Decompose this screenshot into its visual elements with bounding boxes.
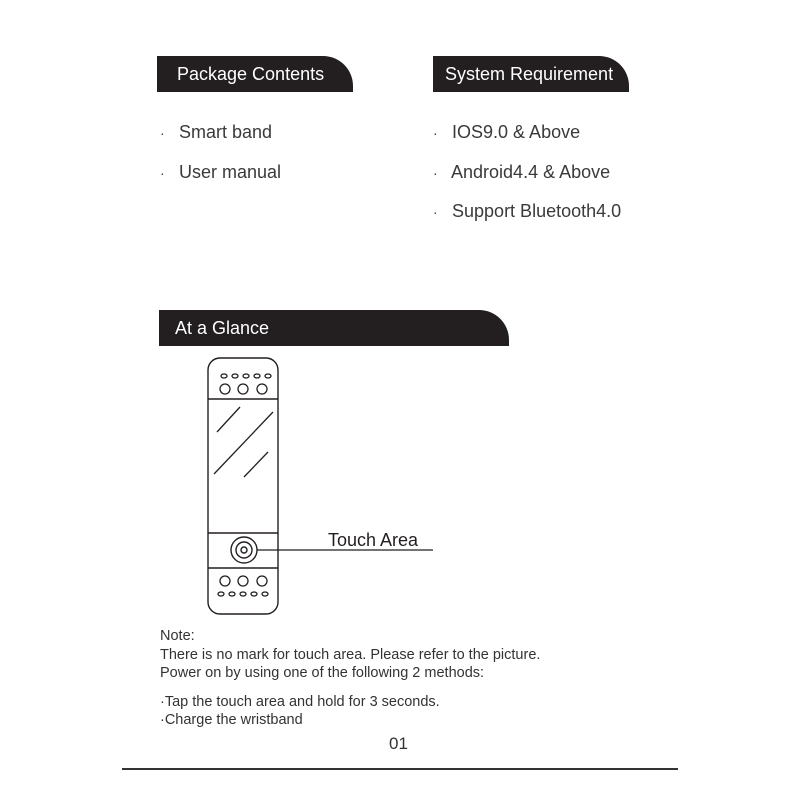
- list-item: [433, 121, 621, 161]
- list-item: [160, 121, 281, 161]
- list-item-text: User manual: [179, 162, 282, 182]
- list-item-text: Support Bluetooth4.0: [452, 201, 622, 221]
- power-method-item: ·Tap the touch area and hold for 3 seconds.: [160, 694, 440, 710]
- list-item: [433, 161, 621, 201]
- bullet: ·: [160, 125, 165, 141]
- footer-divider: [122, 768, 678, 770]
- at-a-glance-heading: At a Glance: [159, 310, 509, 346]
- note-line: Power on by using one of the following 2 methods:: [160, 665, 485, 681]
- touch-area-label: Touch Area: [328, 530, 419, 550]
- screen-glare-lines: [214, 407, 273, 477]
- package-contents-heading: Package Contents: [157, 56, 353, 92]
- note-line: There is no mark for touch area. Please refer to the picture.: [160, 647, 541, 663]
- power-method-item: ·Charge the wristband: [160, 712, 303, 728]
- band-top-holes: [220, 374, 271, 394]
- list-item-text: IOS9.0 & Above: [452, 122, 581, 142]
- package-contents-list: [160, 121, 281, 201]
- note-title: Note:: [160, 628, 195, 644]
- bullet: ·: [433, 164, 438, 181]
- list-item-text: Smart band: [179, 122, 273, 142]
- band-bottom-holes: [218, 576, 268, 596]
- system-requirement-list: [433, 121, 621, 240]
- touch-button-icon: [231, 537, 257, 563]
- bullet: ·: [160, 165, 165, 181]
- list-item: [433, 200, 621, 240]
- list-item: [160, 161, 281, 201]
- smart-band-illustration: [200, 352, 440, 618]
- system-requirement-heading: System Requirement: [433, 56, 629, 92]
- bullet: ·: [433, 204, 438, 220]
- page-number: 01: [389, 734, 408, 753]
- bullet: ·: [433, 125, 438, 141]
- list-item-text: Android4.4 & Above: [451, 161, 611, 182]
